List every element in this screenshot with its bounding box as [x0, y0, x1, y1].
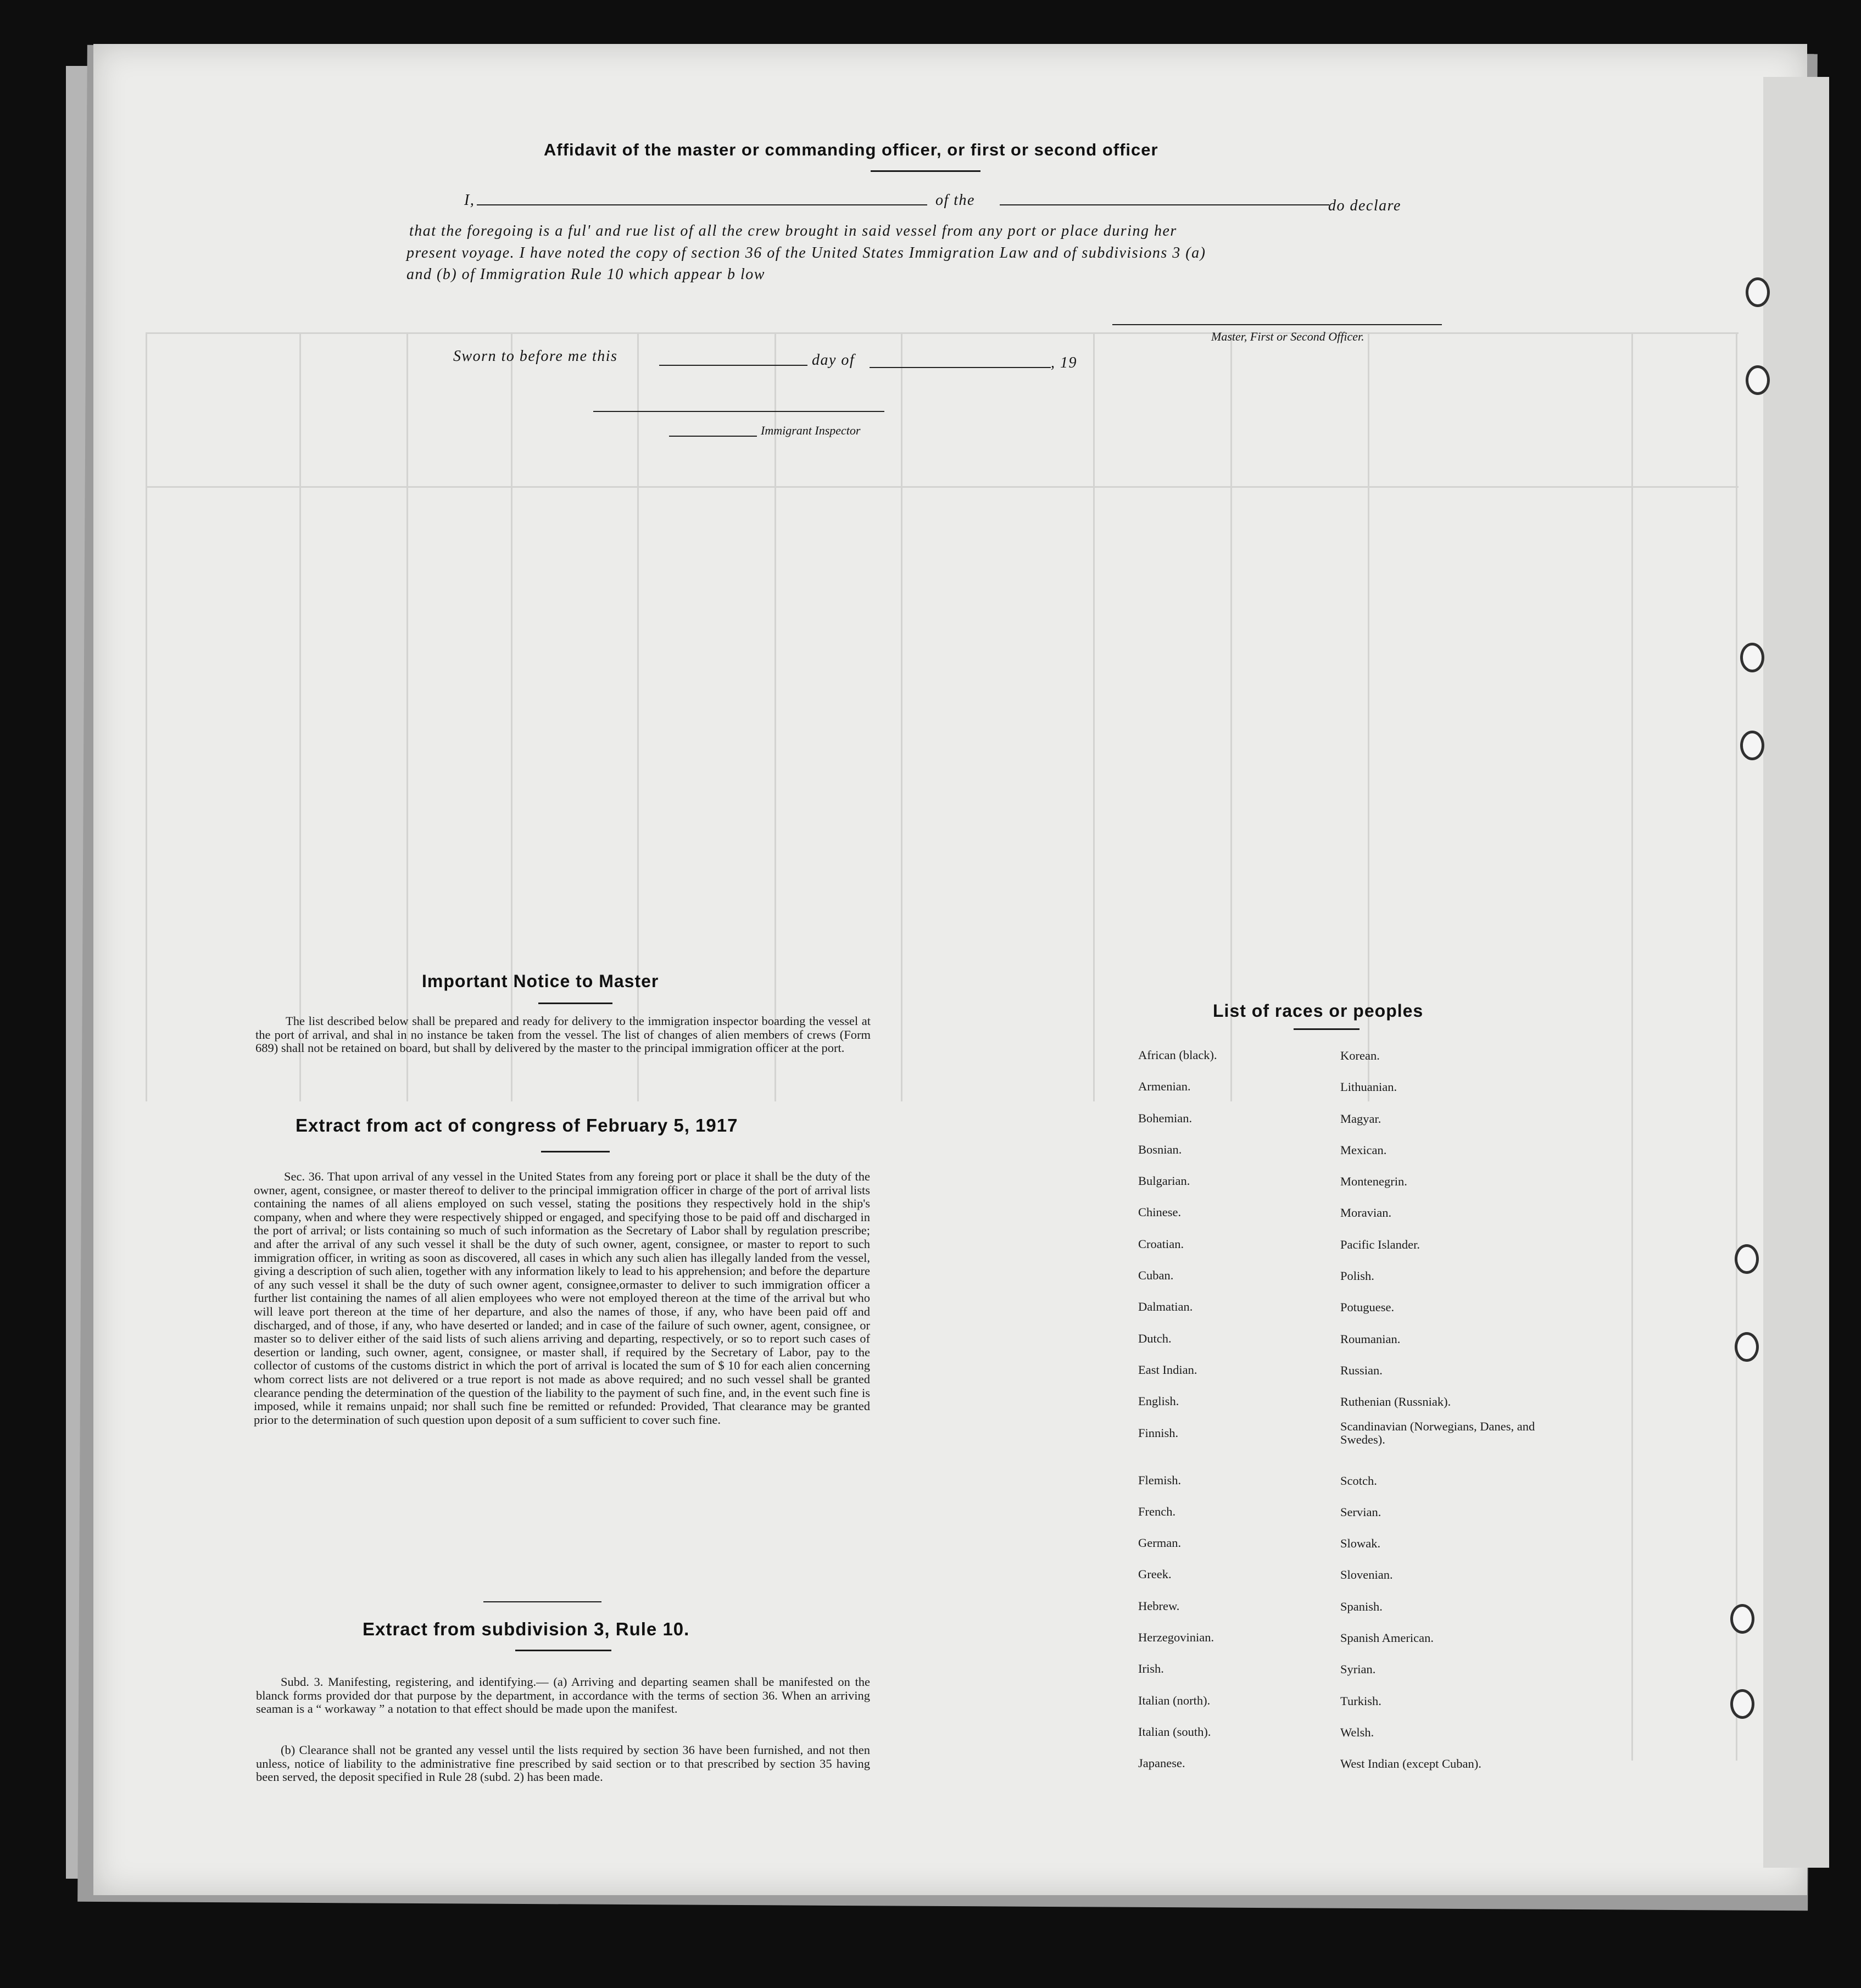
race-item: Turkish. — [1340, 1694, 1381, 1708]
act-extract-body: Sec. 36. That upon arrival of any vessel in the United States from any foreing port or place it shall be the duty of the owner, agent, consignee, or master thereof to deliver to the principal immigration officer in charge of the port of arrival lists containing the names of all aliens employed on such vessel, stating the positions they respectively hold in the ship's company, when and where they were respectively shipped or engaged, and specifying those to be paid off and discharged in the port of arrival; or lists containing so much of such information as the Secretary of Labor shall by regulation prescribe; and after the arrival of any such vessel it shall be the duty of such owner, agent, consignee, or master to report to such immigration officer, in writing as soon as discovered, all cases in which any such alien has illegally landed from the vessel, giving a description of such alien, together with any information likely to lead to his apprehension; and before the departure of any such vessel it shall be the duty of such owner agent, consignee,ormaster to deliver to such immigration officer a further list containing the names of all alien employees who were not employed thereon at the time of the arrival but who will leave port thereon at the time of her departure, and also the names of those, if any, who have been paid off and discharged, and of those, if any, who have deserted or landed; and in case of the failure of such owner, agent, consignee, or master so to deliver either of the said lists of such aliens arriving and departing, respectively, or so to report such cases of desertion or landing, such owner, agent, consignee, or master shall, if required by the Secretary of Labor, pay to the collector of customs of the customs district in which the port of arrival is located the sum of $ 10 for each alien concerning whom correct lists are not delivered or a true report is not made as above required; and no such vessel shall be granted clearance pending the determination of the question of the liability to the payment of such fine, and, in the event such fine is imposed, while it remains unpaid; nor shall such fine be remitted or refunded: Provided, That clearance may be granted prior to the determination of such question upon deposit of a sum sufficient to cover such fine. — [254, 1170, 870, 1427]
race-item: Finnish. — [1138, 1425, 1179, 1440]
race-item: Slowak. — [1340, 1536, 1381, 1551]
punch-hole — [1735, 1332, 1759, 1362]
race-item: Slovenian. — [1340, 1568, 1393, 1582]
race-item: Spanish. — [1340, 1599, 1383, 1613]
race-item: Scotch. — [1340, 1473, 1377, 1488]
affidavit-vessel-blank[interactable] — [1000, 204, 1329, 205]
race-item: Korean. — [1340, 1049, 1380, 1062]
ghost-rule — [901, 332, 902, 1101]
race-item: Magyar. — [1340, 1111, 1381, 1126]
race-item: Italian (north). — [1138, 1693, 1211, 1707]
punch-hole — [1746, 277, 1770, 307]
punch-hole — [1730, 1604, 1754, 1634]
affidavit-title: Affidavit of the master or commanding officer, or first or second officer — [544, 140, 1158, 159]
race-item: Pacific Islander. — [1340, 1237, 1420, 1251]
affidavit-of-the: of the — [935, 192, 975, 209]
ghost-rule — [1736, 332, 1737, 1761]
ghost-rule — [1093, 332, 1095, 1101]
races-title-rule — [1294, 1028, 1359, 1030]
rule-extract-subd-a: Subd. 3. Manifesting, registering, and identifying.— (a) Arriving and departing seamen shall be manifested on the blanck forms provided dor that purpose by the department, in accordance with the terms of section 36. When an arriving seaman is a “ workaway ” a notation to that effect should be made upon the manifest. — [256, 1675, 870, 1716]
race-item: Japanese. — [1138, 1756, 1185, 1770]
rule-extract-title: Extract from subdivision 3, Rule 10. — [363, 1619, 690, 1639]
section-divider — [483, 1601, 601, 1602]
race-item: Russian. — [1340, 1363, 1383, 1377]
race-item: Moravian. — [1340, 1206, 1392, 1220]
affidavit-declare: do declare — [1328, 197, 1401, 214]
race-item: Bosnian. — [1138, 1142, 1182, 1156]
race-item: Roumanian. — [1340, 1332, 1401, 1346]
punch-hole — [1740, 731, 1764, 760]
race-item: Chinese. — [1138, 1205, 1182, 1219]
ghost-rule — [406, 332, 408, 1101]
affidavit-line-2: that the foregoing is a ful' and rue list of all the crew brought in said vessel from any port or place during her — [409, 222, 1177, 240]
race-item: Flemish. — [1138, 1473, 1182, 1487]
ghost-rule — [146, 486, 1739, 488]
notice-title-rule — [538, 1003, 612, 1004]
sworn-year: , 19 — [1051, 354, 1077, 371]
race-item: Italian (south). — [1138, 1724, 1211, 1739]
punch-hole — [1740, 643, 1764, 672]
rule-extract-subd-b: (b) Clearance shall not be granted any vessel until the lists required by section 36 have been furnished, and not then unless, notice of liability to the administrative fine prescribed by said section or to that prescribed by section 35 having been served, the deposit specified in Rule 28 (subd. 2) has been made. — [256, 1743, 870, 1784]
act-extract-title-rule — [541, 1151, 610, 1152]
race-item: French. — [1138, 1504, 1176, 1518]
race-item: Servian. — [1340, 1505, 1381, 1519]
affidavit-line-3: present voyage. I have noted the copy of section 36 of the United States Immigration Law and of subdivisions 3 (a) — [406, 244, 1206, 261]
race-item: Potuguese. — [1340, 1300, 1395, 1315]
race-item: Scandinavian (Norwegians, Danes, and Swedes). — [1340, 1419, 1535, 1446]
race-item: Syrian. — [1340, 1662, 1376, 1677]
race-item: German. — [1138, 1536, 1182, 1550]
affidavit-line-4: and (b) of Immigration Rule 10 which appear b low — [406, 266, 765, 283]
ghost-rule — [1368, 332, 1369, 1101]
race-item: West Indian (except Cuban). — [1340, 1757, 1481, 1771]
race-item: Spanish American. — [1340, 1631, 1434, 1645]
ghost-rule — [775, 332, 776, 1101]
inspector-signature-blank[interactable] — [593, 411, 884, 412]
race-item: Mexican. — [1340, 1143, 1387, 1157]
affidavit-i: I, — [464, 192, 475, 209]
sworn-day-of: day of — [812, 352, 855, 369]
affidavit-title-rule — [871, 170, 980, 172]
page-edge — [1763, 77, 1829, 1868]
ghost-rule — [299, 332, 301, 1101]
race-item: Bohemian. — [1138, 1111, 1193, 1125]
races-left-column — [1138, 1039, 1217, 1779]
race-item: Cuban. — [1138, 1268, 1174, 1283]
punch-hole — [1730, 1689, 1754, 1719]
sworn-prefix: Sworn to before me this — [453, 348, 618, 365]
inspector-lead-rule — [669, 436, 757, 437]
ghost-rule — [146, 332, 147, 1101]
affidavit-name-blank[interactable] — [477, 204, 927, 205]
race-item: Armenian. — [1138, 1079, 1191, 1094]
ghost-rule — [1230, 332, 1232, 1101]
race-item: Ruthenian (Russniak). — [1340, 1395, 1451, 1409]
ghost-rule — [146, 332, 1739, 334]
act-extract-title: Extract from act of congress of February 5, 1917 — [296, 1115, 738, 1135]
race-item: Dutch. — [1138, 1331, 1172, 1345]
race-item: Herzegovinian. — [1138, 1630, 1214, 1645]
notice-title: Important Notice to Master — [422, 971, 659, 991]
race-item: Hebrew. — [1138, 1599, 1180, 1613]
race-item: Irish. — [1138, 1662, 1164, 1676]
sworn-day-blank[interactable] — [659, 365, 807, 366]
notice-body: The list described below shall be prepared and ready for delivery to the immigration inspector boarding the vessel at the port of arrival, and shal in no instance be taken from the vessel. The list of changes of alien members of crews (Form 689) shall not be retained on board, but shall by delivered by the master to the principal immigration officer at the port. — [255, 1014, 871, 1055]
punch-hole — [1746, 365, 1770, 395]
race-item: Polish. — [1340, 1269, 1374, 1283]
punch-hole — [1735, 1244, 1759, 1274]
race-item: Dalmatian. — [1138, 1300, 1193, 1314]
master-signature-caption: Master, First or Second Officer. — [1211, 330, 1364, 343]
inspector-caption: Immigrant Inspector — [761, 424, 861, 437]
race-item: Montenegrin. — [1340, 1174, 1407, 1189]
sworn-month-blank[interactable] — [870, 367, 1051, 368]
race-item: English. — [1138, 1394, 1179, 1408]
rule-extract-title-rule — [515, 1650, 611, 1651]
race-item: Bulgarian. — [1138, 1174, 1190, 1188]
race-item: Greek. — [1138, 1567, 1172, 1582]
races-title: List of races or peoples — [1213, 1001, 1424, 1021]
races-right-column — [1340, 1040, 1560, 1780]
race-item: African (black). — [1138, 1048, 1217, 1062]
race-item: Croatian. — [1138, 1237, 1184, 1251]
ghost-rule — [1631, 332, 1633, 1761]
race-item: Lithuanian. — [1340, 1080, 1397, 1094]
master-signature-blank[interactable] — [1112, 324, 1442, 325]
race-item: Welsh. — [1340, 1725, 1374, 1739]
race-item: East Indian. — [1138, 1362, 1197, 1377]
